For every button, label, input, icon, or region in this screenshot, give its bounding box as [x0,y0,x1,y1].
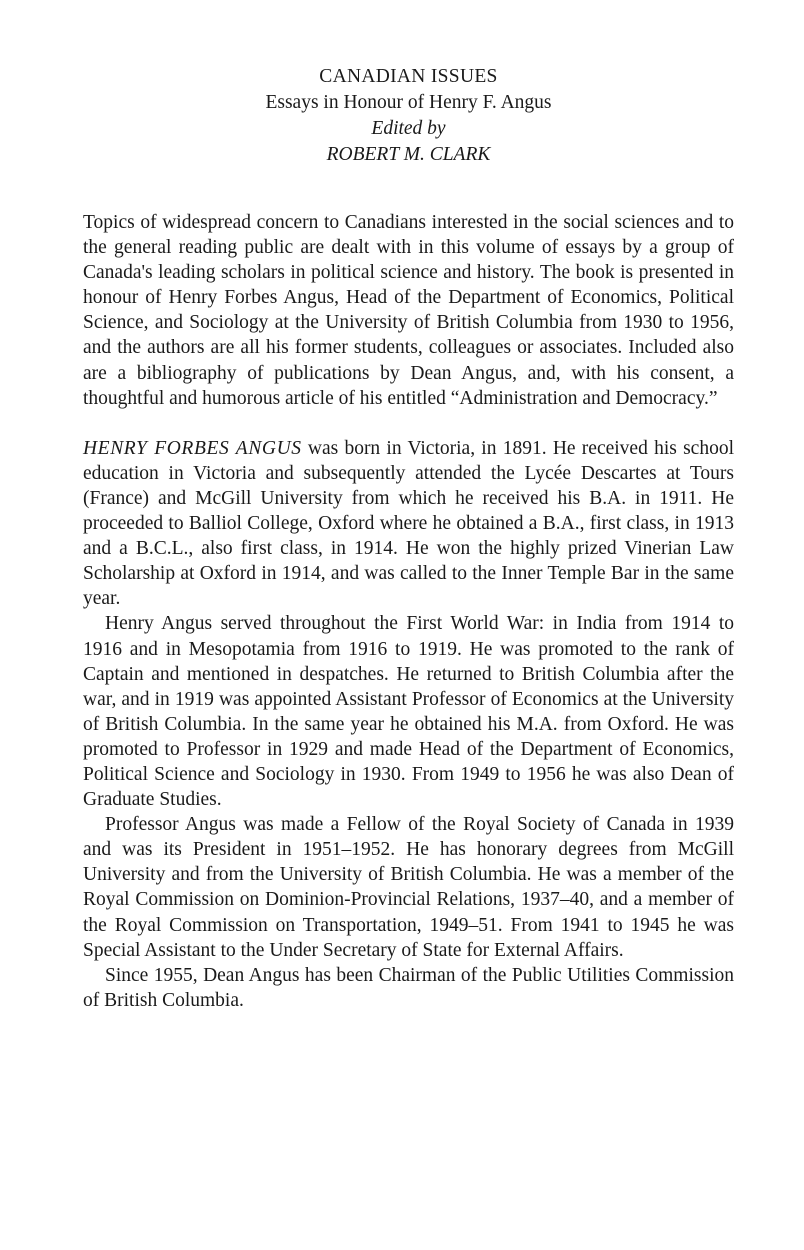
bio-paragraph-4: Since 1955, Dean Angus has been Chairman of the Public Utilities Commission of British Columbia. [83,964,734,1011]
book-subtitle: Essays in Honour of Henry F. Angus [265,92,552,113]
description-paragraph: Topics of widespread concern to Canadians interested in the social sciences and to the general reading public are dealt with in this volume of essays by a group of Canada's leading scholars in political science and history. The book is presented in honour of Henry Forbes Angus, Head of the Department of Economics, Political Science, and Sociology at the University of British Columbia from 1930 to 1956, and the authors are all his former students, colleagues or associates. Included also are a bibliography of publications by Dean Angus, and, with his consent, a thoughtful and humorous article of his entitled “Administration and Democracy.” [83,212,734,409]
bio-paragraph-2: Henry Angus served throughout the First World War: in India from 1914 to 1916 and in Mesopotamia from 1916 to 1919. He was promoted to the rank of Captain and mentioned in despatches. He returned to British Columbia after the war, and in 1919 was appointed Assistant Professor of Economics at the University of British Columbia. In the same year he obtained his M.A. from Oxford. He was promoted to Professor in 1929 and made Head of the Department of Economics, Political Science and Sociology in 1930. From 1949 to 1956 he was also Dean of Graduate Studies. [83,613,734,811]
edited-by-label: Edited by [371,118,446,139]
bio-paragraph-1 [83,436,734,612]
book-description [83,210,734,411]
author-name: HENRY FORBES ANGUS [83,437,302,459]
book-title: CANADIAN ISSUES [319,66,498,87]
book-header [83,64,734,168]
document-page [83,64,734,1013]
editor-name: ROBERT M. CLARK [326,144,491,165]
bio-paragraph-3: Professor Angus was made a Fellow of the Royal Society of Canada in 1939 and was its President in 1951–1952. He has honorary degrees from McGill University and from the University of British Columbia. He was a member of the Royal Commission on Dominion-Provincial Relations, 1937–40, and a member of the Royal Commission on Transportation, 1949–51. From 1941 to 1945 he was Special Assistant to the Under Secretary of State for External Affairs. [83,814,734,961]
bio-paragraph-1-text: was born in Victoria, in 1891. He received his school education in Victoria and subsequently attended the Lycée Descartes at Tours (France) and McGill University from which he received his B.A. in 1911. He proceeded to Balliol College, Oxford where he obtained a B.A., first class, in 1913 and a B.C.L., also first class, in 1914. He won the highly prized Vinerian Law Scholarship at Oxford in 1914, and was called to the Inner Temple Bar in the same year. [83,437,734,610]
author-biography [83,436,734,1013]
